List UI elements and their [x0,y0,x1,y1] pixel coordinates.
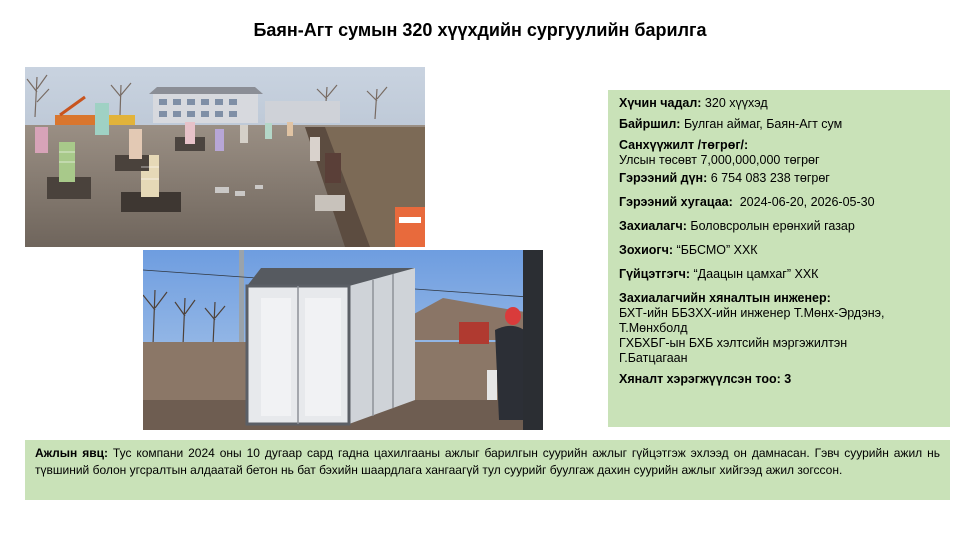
organizer-row [619,243,940,258]
supervisor-row [619,291,940,366]
contract-period-value: 2024-06-20, 2026-05-30 [732,195,875,209]
supervisor-line-2: Т.Мөнхболд [619,321,688,335]
client-label: Захиалагч: [619,219,687,233]
location-value: Булган аймаг, Баян-Агт сум [680,117,843,131]
contract-amount-value: 6 754 083 238 төгрөг [707,171,830,185]
progress-text: Тус компани 2024 оны 10 дугаар сард гадна цахилгааны ажлыг барилгын суурийн ажлыг гүйцэтгэж эхлээд он дамнасан. Гэвч суурийн ажил нь түвшиний болон угсралтын алдаатай бетон нь бат бэхийн шаардлага хангаагүй тул суурийг буулгаж дахин суурийн ажлыг хийгээд ажил зогссон. [35,446,940,477]
inspections-label: Хяналт хэрэгжүүлсэн тоо: 3 [619,372,792,386]
transformer-kiosk-photo [143,250,543,430]
capacity-value: 320 хүүхэд [701,96,768,110]
contractor-label: Гүйцэтгэгч: [619,267,691,281]
client-row [619,219,940,234]
contractor-row [619,267,940,282]
location-label: Байршил: [619,117,681,131]
capacity-label: Хүчин чадал: [619,96,702,110]
progress-label: Ажлын явц: [35,446,108,460]
supervisor-label: Захиалагчийн хяналтын инженер: [619,291,831,305]
client-value: Боловсролын ерөнхий газар [686,219,855,233]
funding-label: Санхүүжилт /төгрөг/: [619,138,749,152]
supervisor-line-3: ГХБХБГ-ын БХБ хэлтсийн мэргэжилтэн [619,336,848,350]
funding-row [619,138,940,168]
project-info-panel [608,90,950,427]
organizer-value: “ББСМО” ХХК [673,243,758,257]
inspections-row [619,372,940,387]
contract-period-label: Гэрээний хугацаа: [619,195,733,209]
contract-amount-row [619,171,940,186]
organizer-label: Зохиогч: [619,243,674,257]
foundation-construction-photo [25,67,425,247]
contract-amount-label: Гэрээний дүн: [619,171,708,185]
capacity-row [619,96,940,111]
page-title: Баян-Агт сумын 320 хүүхдийн сургуулийн барилга [253,20,707,40]
supervisor-line-1: БХТ-ийн ББЗХХ-ийн инженер Т.Мөнх-Эрдэнэ, [619,306,885,320]
contractor-value: “Даацын цамхаг” ХХК [690,267,819,281]
funding-value: Улсын төсөвт 7,000,000,000 төгрөг [619,153,820,167]
location-row [619,117,940,132]
supervisor-line-4: Г.Батцагаан [619,351,688,365]
contract-period-row [619,195,940,210]
work-progress-panel [25,440,950,500]
